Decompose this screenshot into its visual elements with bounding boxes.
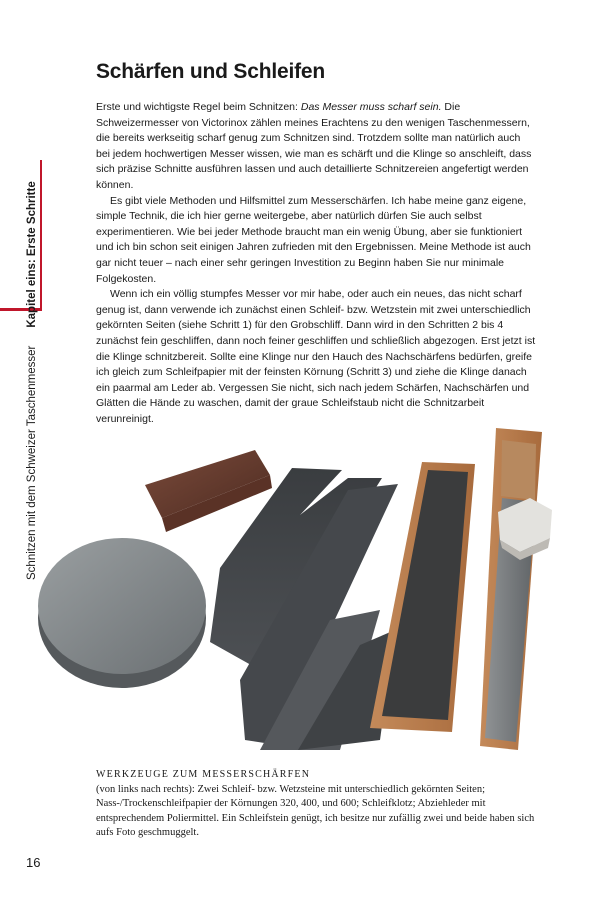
strop-leather [480, 428, 542, 750]
emphasis-rule: Das Messer muss scharf sein. [300, 101, 442, 113]
sharpening-tools-photo [30, 420, 570, 760]
paragraph-2: Es gibt viele Methoden und Hilfsmittel zum Messerschärfen. Ich habe meine ganz eigene, simple Technik, die ich hier gerne weitergebe, aber natürlich dürfen Sie auch selbst experimentieren. Wie bei jeder Methode braucht man ein wenig Übung, aber sie funktioniert und ich bin schon seit einigen Jahren zufrieden mit den Ergebnissen. Meine Methode ist auch gar nicht teuer – nach einer sehr geringen Investition zu Beginn haben Sie nur minimale Folgekosten. [96, 194, 531, 285]
page-title: Schärfen und Schleifen [96, 60, 325, 83]
sandpaper-sheets [210, 468, 398, 750]
caption-title: WERKZEUGE ZUM MESSERSCHÄRFEN [96, 769, 311, 780]
running-head-book-title: Schnitzen mit dem Schweizer Taschenmesser [26, 345, 38, 580]
paragraph-3: Wenn ich ein völlig stumpfes Messer vor mir habe, oder auch ein neues, das nicht scharf genug ist, dann verwende ich zunächst einen Schleif- bzw. Wetzstein mit zwei unterschiedlich gekörnten Seiten (siehe Schritt 1) für den Grobschliff. Dann wird in den Schritten 2 bis 4 zunächst fein geschliffen, dann noch feiner geschliffen und schließlich abgezogen. Erst jetzt ist die Klinge schnitzbereit. Sollte eine Klinge nur den Hauch des Nachschärfens bedürfen, greife ich gleich zum Schleifpapier mit der feinsten Körnung (Schritt 3) und ziehe die Klinge danach ein paarmal am Leder ab. Vergessen Sie nicht, sich nach jedem Schärfen, Nachschärfen und Glätten die Hände zu waschen, damit der graue Schleifstaub nicht die Schnitzarbeit verunreinigt. [96, 288, 536, 425]
paragraph-1: Erste und wichtigste Regel beim Schnitzen: Das Messer muss scharf sein. Die Schweizermesser von Victorinox zählen meines Erachtens zu den wenigen Taschenmessern, die bereits werkseitig scharf genug zum Schnitzen sind. Trotzdem sollte man natürlich auch bei jedem hochwertigen Messer wissen, wie man es schärft und die Klinge so anschleift, dass sich präzise Schnitte ausführen lassen und auch detaillierte Schnitzereien angefertigt werden können. [96, 101, 532, 191]
round-sharpening-stone [38, 538, 206, 688]
photo-caption [96, 768, 536, 841]
body-text [96, 100, 536, 427]
running-head-chapter: Kapitel eins: Erste Schritte [26, 181, 38, 328]
caption-text: (von links nach rechts): Zwei Schleif- bzw. Wetzsteine mit unterschiedlich gekörnten Seiten; Nass-/Trockenschleifpapier der Körnungen 320, 400, und 600; Schleifklotz; Abziehleder mit entsprechendem Poliermittel. Ein Schleifstein genügt, ich besitze nur zufällig zwei und beide haben sich aufs Foto geschmuggelt. [96, 783, 535, 838]
page-number: 16 [26, 855, 41, 870]
brown-sharpening-stone [145, 450, 272, 532]
